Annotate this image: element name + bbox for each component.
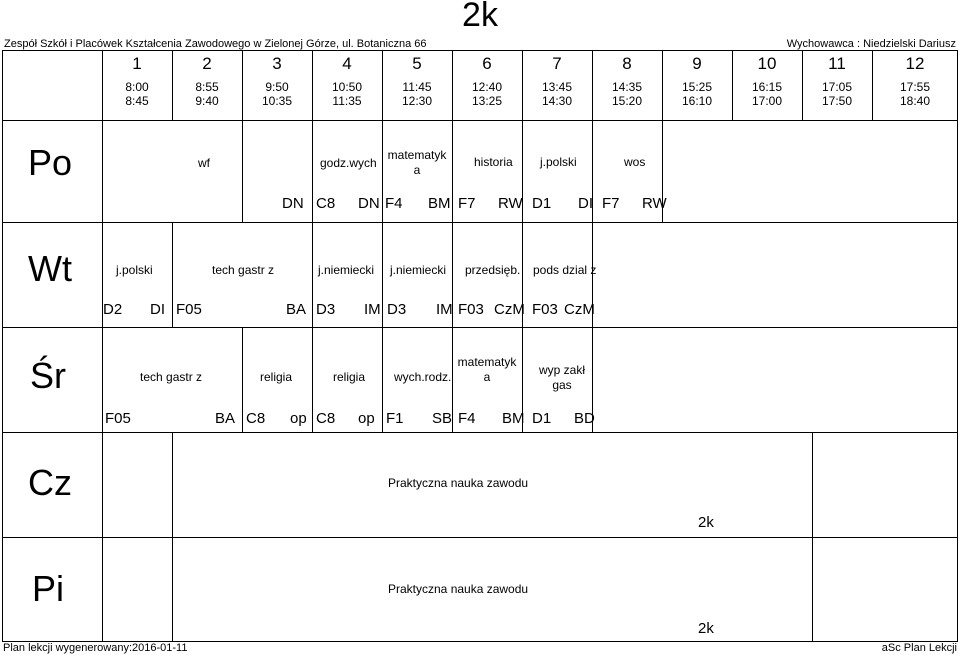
room-code: DN	[282, 195, 304, 212]
period-number: 2	[202, 54, 212, 73]
period-number: 8	[622, 54, 632, 73]
teacher-code: DI	[150, 301, 165, 318]
day-label-pi: Pi	[32, 568, 65, 609]
lesson-subject: Praktyczna nauka zawodu	[388, 582, 529, 596]
teacher-code: SB	[432, 410, 453, 427]
room-code: F1	[386, 410, 404, 427]
room-code: D3	[316, 301, 336, 318]
day-label-cz: Cz	[28, 462, 72, 503]
day-label-po: Po	[28, 142, 73, 183]
period-number: 6	[482, 54, 492, 73]
room-code: F7	[602, 195, 620, 212]
teacher-code: RW	[642, 195, 667, 212]
lesson-subject: tech gastr z	[140, 370, 203, 384]
period-number: 4	[342, 54, 352, 73]
room-code: F4	[385, 195, 403, 212]
teacher-code: RW	[498, 195, 523, 212]
room-code: F4	[458, 410, 476, 427]
period-start: 16:15	[751, 80, 783, 94]
room-code: F05	[105, 410, 131, 427]
period-start: 15:25	[681, 80, 713, 94]
period-number: 3	[272, 54, 282, 73]
room-code: D3	[387, 301, 407, 318]
teacher-code: op	[290, 410, 307, 427]
day-label-sr: Śr	[30, 355, 66, 396]
generated-date: Plan lekcji wygenerowany:2016-01-11	[3, 642, 188, 654]
lesson-subject: tech gastr z	[212, 263, 275, 277]
teacher-code: IM	[364, 301, 381, 318]
period-start: 8:55	[195, 80, 219, 94]
period-number: 11	[828, 54, 846, 73]
period-start: 17:55	[899, 80, 931, 94]
period-start: 8:00	[125, 80, 149, 94]
room-code: D1	[532, 410, 552, 427]
teacher-code: BM	[502, 410, 525, 427]
brand-label: aSc Plan Lekcji	[881, 642, 957, 654]
lesson-subject: wych.rodz.	[394, 370, 452, 384]
period-end: 14:30	[541, 94, 573, 108]
period-end: 17:00	[751, 94, 783, 108]
teacher-code: DN	[358, 195, 380, 212]
period-start: 9:50	[265, 80, 289, 94]
lesson-subject: j.polski	[116, 263, 153, 277]
teacher-code: BD	[574, 410, 595, 427]
day-label-wt: Wt	[28, 248, 72, 289]
lesson-subject: matematyk	[387, 148, 447, 162]
lesson-subject-cont: gas	[552, 378, 572, 392]
lesson-subject: j.niemiecki	[390, 263, 447, 277]
teacher-code: op	[358, 410, 375, 427]
class-title: 2k	[462, 0, 498, 34]
teacher-code: CzM	[564, 301, 595, 318]
period-start: 10:50	[331, 80, 363, 94]
teacher-code: DI	[578, 195, 593, 212]
room-code: D2	[103, 301, 123, 318]
period-end: 10:35	[261, 94, 293, 108]
period-end: 15:20	[611, 94, 643, 108]
lesson-subject: przedsięb.	[465, 263, 521, 277]
lesson-subject: wf	[198, 156, 210, 170]
lesson-subject: j.niemiecki	[318, 263, 375, 277]
lesson-subject: historia	[474, 155, 513, 169]
period-end: 12:30	[401, 94, 433, 108]
lesson-subject: Praktyczna nauka zawodu	[388, 476, 529, 490]
teacher-code: BM	[428, 195, 451, 212]
teacher-code: BA	[286, 301, 307, 318]
period-number: 7	[552, 54, 562, 73]
teacher-code: IM	[436, 301, 453, 318]
period-number: 1	[132, 54, 142, 73]
lesson-subject: wyp zakł	[538, 363, 585, 377]
period-end: 17:50	[821, 94, 853, 108]
lesson-subject-cont: a	[413, 163, 421, 177]
school-name: Zespół Szkół i Placówek Kształcenia Zawodowego w Zielonej Górze, ul. Botaniczna 66	[4, 38, 427, 50]
room-code: C8	[316, 410, 336, 427]
period-start: 13:45	[541, 80, 573, 94]
room-code: F03	[458, 301, 484, 318]
period-start: 17:05	[821, 80, 853, 94]
lesson-subject-cont: a	[483, 370, 491, 384]
period-end: 16:10	[681, 94, 713, 108]
period-end: 9:40	[195, 94, 219, 108]
tutor-name: Wychowawca : Niedzielski Dariusz	[786, 38, 956, 50]
room-code: C8	[316, 195, 336, 212]
teacher-code: BA	[215, 410, 236, 427]
period-end: 13:25	[471, 94, 503, 108]
room-code: D1	[532, 195, 552, 212]
period-number: 9	[692, 54, 702, 73]
period-number: 5	[412, 54, 422, 73]
period-end: 8:45	[125, 94, 149, 108]
group-code: 2k	[698, 514, 714, 531]
period-start: 14:35	[611, 80, 643, 94]
lesson-subject: wos	[624, 155, 646, 169]
room-code: C8	[246, 410, 266, 427]
period-number: 10	[757, 54, 777, 73]
group-code: 2k	[698, 620, 714, 637]
room-code: F05	[176, 301, 202, 318]
period-number: 12	[905, 54, 925, 73]
room-code: F7	[458, 195, 476, 212]
timetable-grid	[2, 50, 958, 642]
lesson-subject: religia	[333, 370, 366, 384]
lesson-subject: j.polski	[540, 155, 577, 169]
teacher-code: CzM	[494, 301, 525, 318]
lesson-subject: godz.wych	[320, 156, 377, 170]
lesson-subject: pods dzial z	[533, 263, 597, 277]
lesson-subject: religia	[260, 370, 293, 384]
lesson-subject: matematyk	[457, 355, 517, 369]
period-end: 11:35	[332, 94, 362, 108]
period-start: 12:40	[471, 80, 503, 94]
period-end: 18:40	[899, 94, 931, 108]
room-code: F03	[532, 301, 558, 318]
period-start: 11:45	[402, 80, 432, 94]
